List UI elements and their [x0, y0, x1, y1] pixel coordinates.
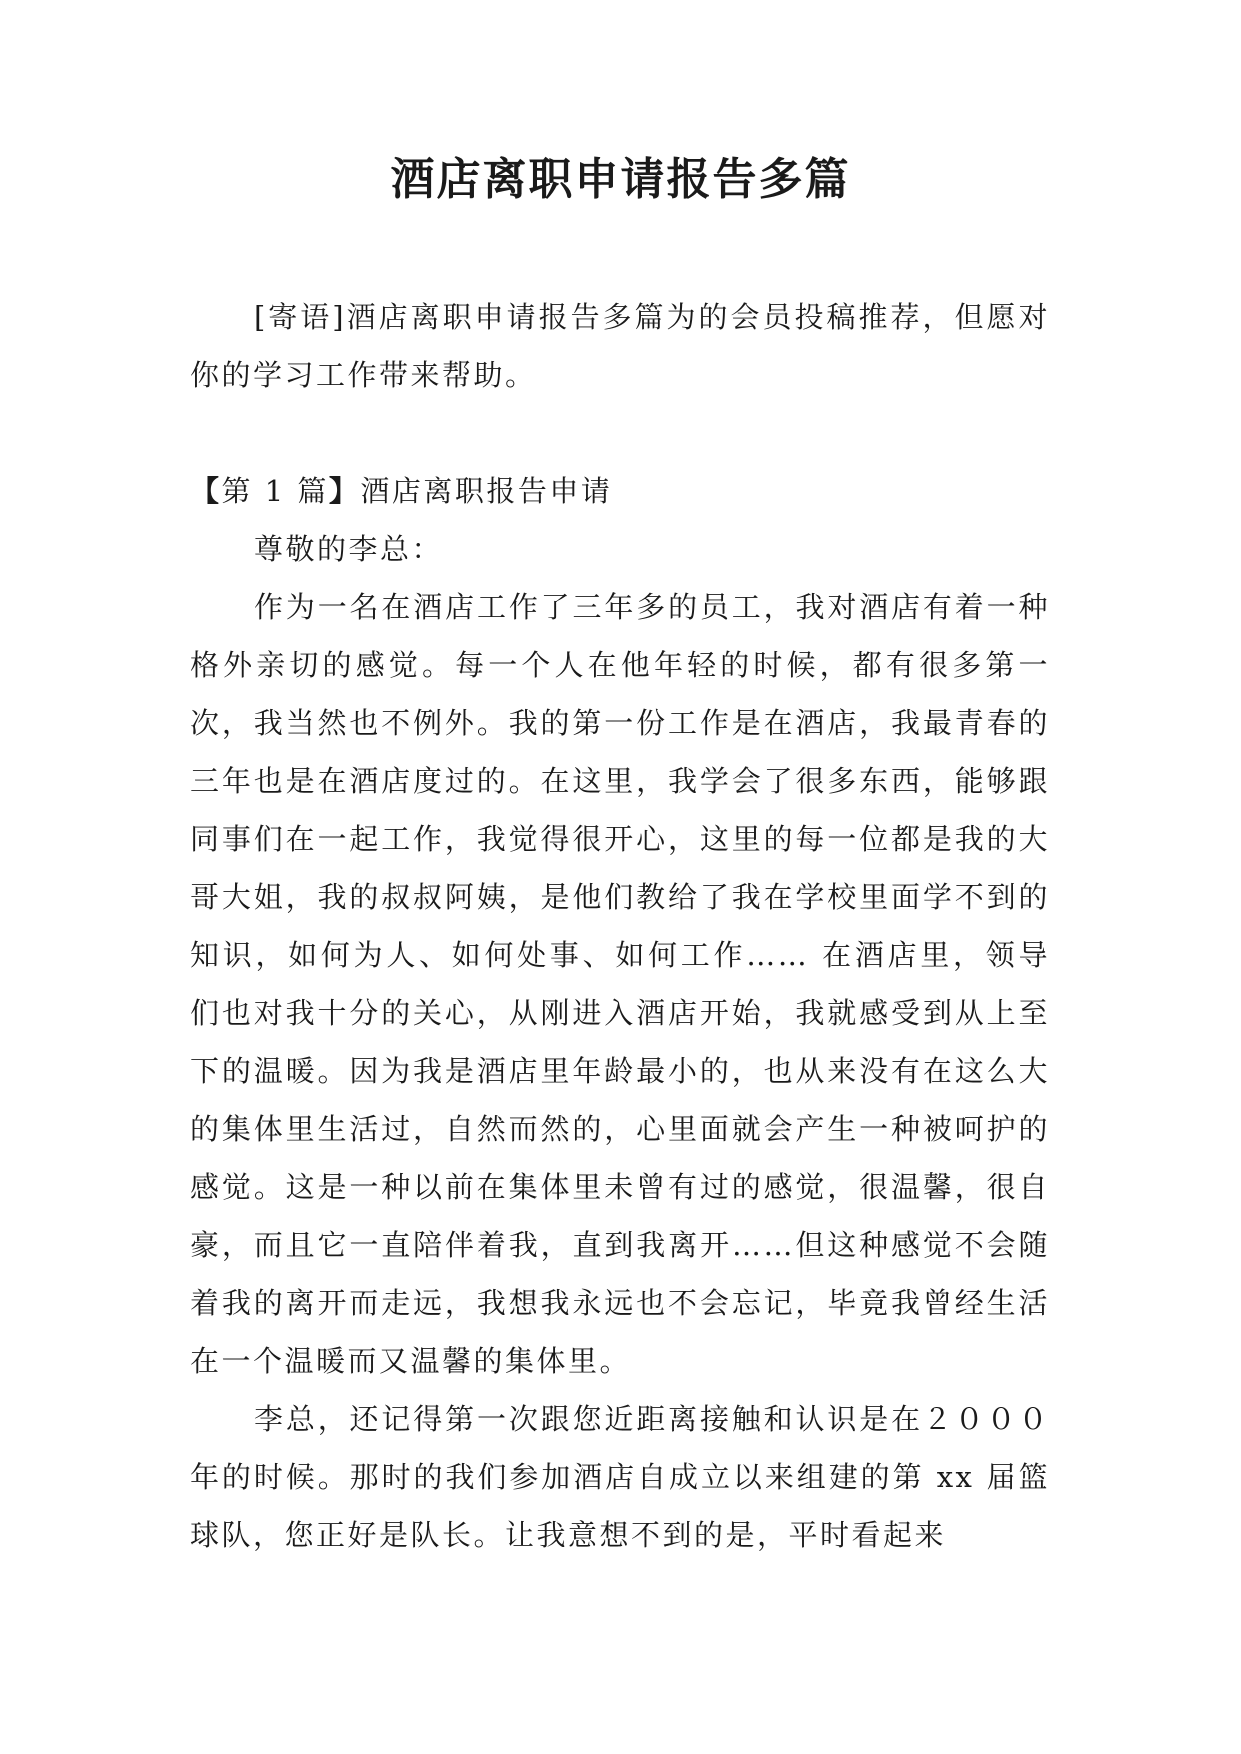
heading-close-bracket: 】 — [328, 474, 361, 508]
salutation: 尊敬的李总： — [254, 532, 444, 566]
preface-paragraph: [寄语]酒店离职申请报告多篇为的会员投稿推荐，但愿对你的学习工作带来帮助。 — [190, 300, 1050, 392]
heading-title: 酒店离职报告申请 — [360, 474, 613, 508]
article-block — [190, 462, 1050, 1564]
body-paragraph-2: 李总，还记得第一次跟您近距离接触和认识是在２０００年的时候。那时的我们参加酒店自成立以来组建的第 xx 届篮球队，您正好是队长。让我意想不到的是，平时看起来 — [190, 1402, 1050, 1552]
heading-open-bracket: 【 — [190, 474, 222, 508]
heading-label: 第 1 篇 — [221, 474, 329, 508]
body-paragraph-1: 作为一名在酒店工作了三年多的员工，我对酒店有着一种格外亲切的感觉。每一个人在他年轻的时候，都有很多第一次，我当然也不例外。我的第一份工作是在酒店，我最青春的三年也是在酒店度过的。在这里，我学会了很多东西，能够跟同事们在一起工作，我觉得很开心，这里的每一位都是我的大哥大姐，我的叔叔阿姨，是他们教给了我在学校里面学不到的知识，如何为人、如何处事、如何工作…… 在酒店里，领导们也对我十分的关心，从刚进入酒店开始，我就感受到从上至下的温暖。因为我是酒店里年龄最小的，也从来没有在这么大的集体里生活过，自然而然的，心里面就会产生一种被呵护的感觉。这是一种以前在集体里未曾有过的感觉，很温馨，很自豪，而且它一直陪伴着我，直到我离开……但这种感觉不会随着我的离开而走远，我想我永远也不会忘记，毕竟我曾经生活在一个温暖而又温馨的集体里。 — [190, 590, 1050, 1378]
preface-block — [190, 288, 1050, 404]
section-heading — [190, 462, 1050, 520]
page-title: 酒店离职申请报告多篇 — [390, 154, 851, 205]
